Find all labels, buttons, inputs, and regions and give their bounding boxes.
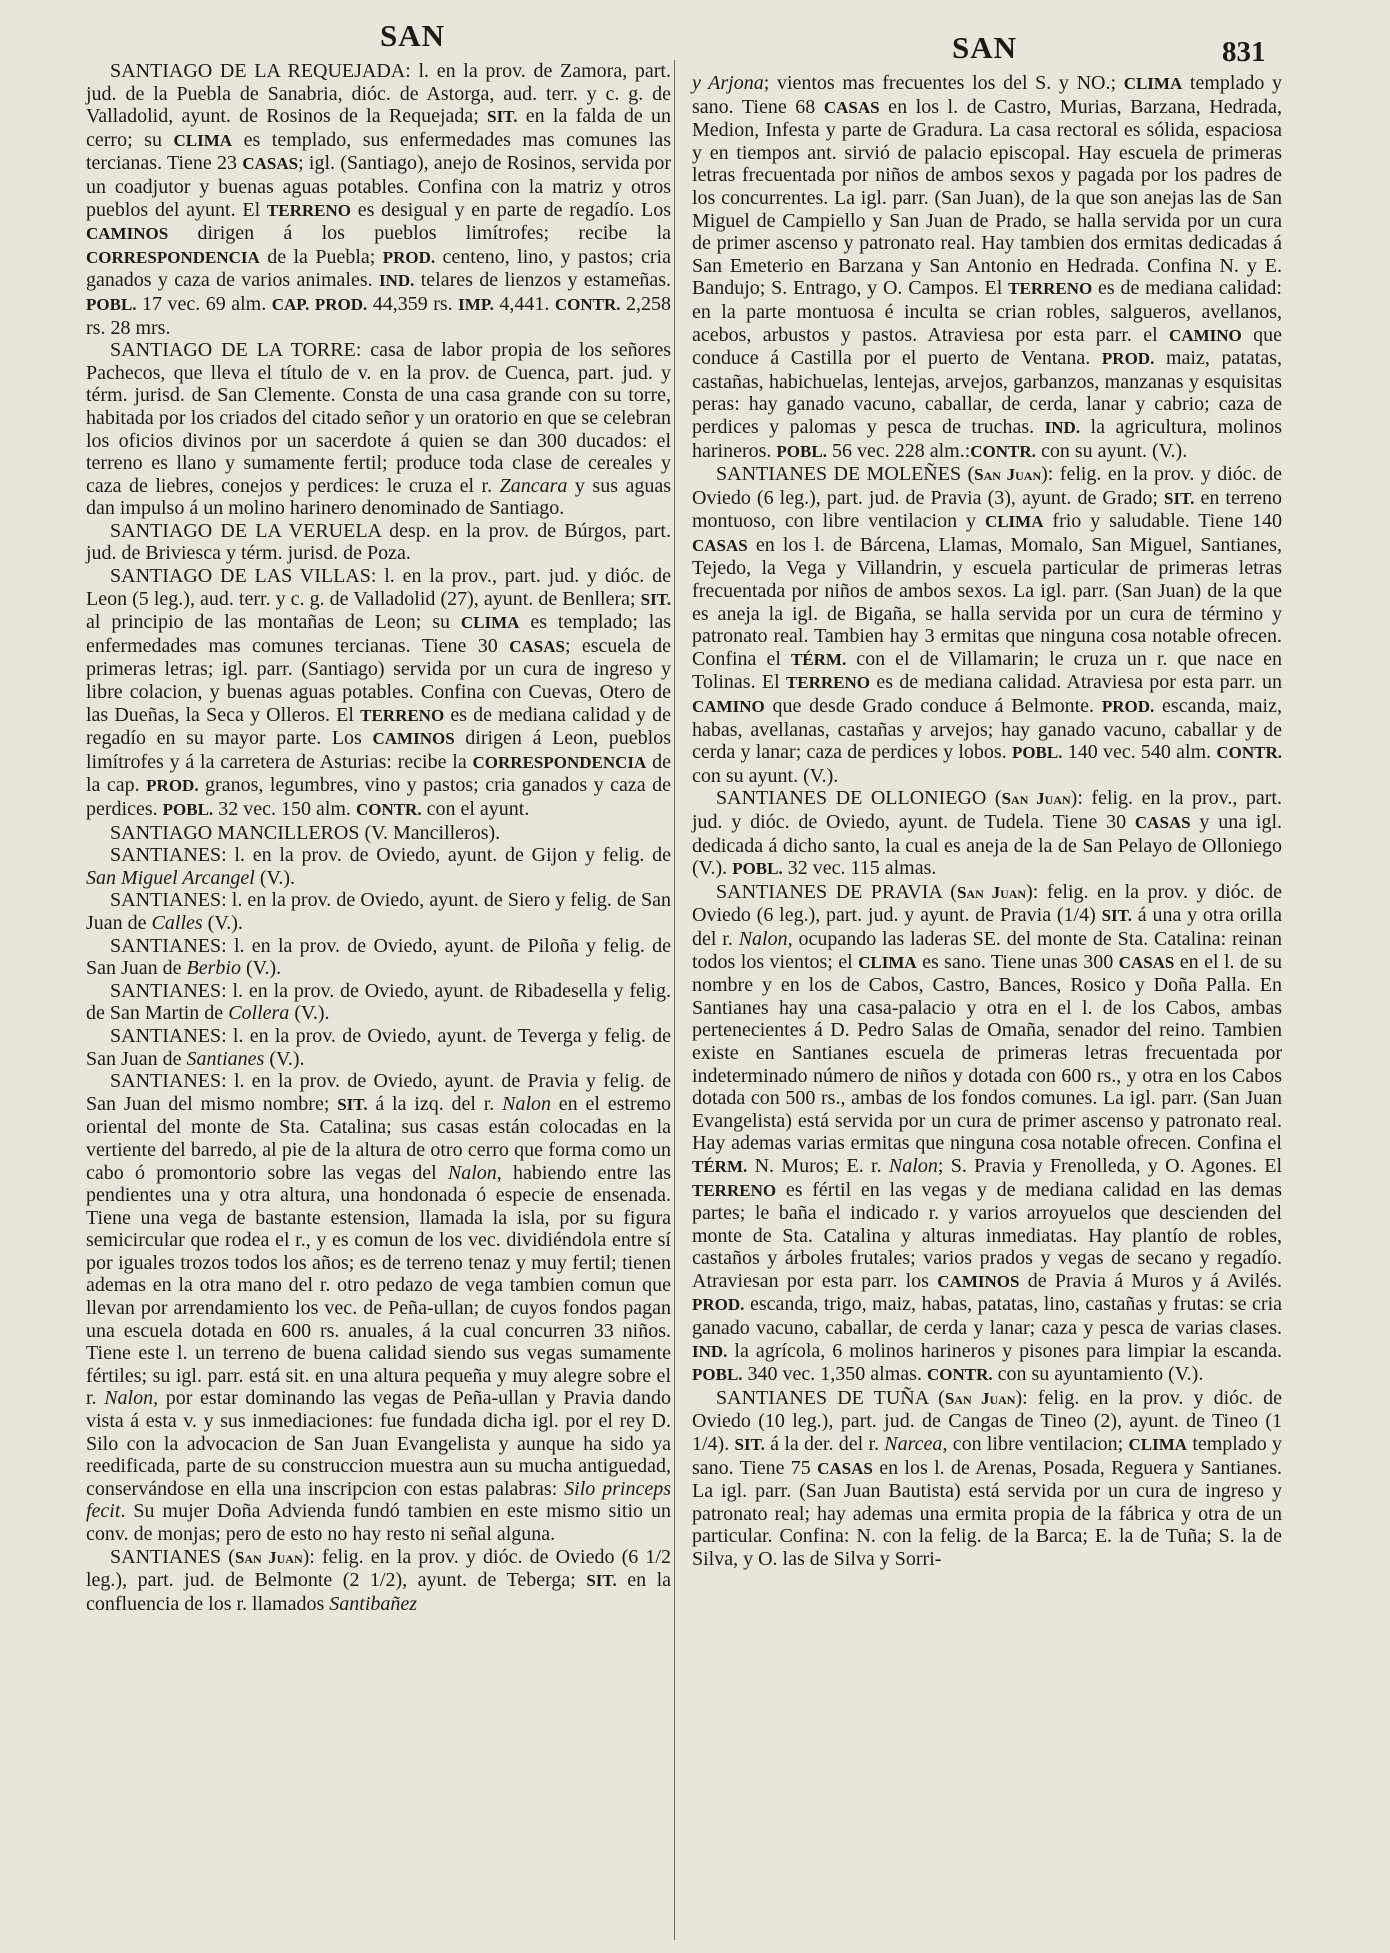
entry-santianes-gijon: SANTIANES: l. en la prov. de Oviedo, ayunt. de Gijon y felig. de San Miguel Arcangel (V.).: [86, 844, 671, 889]
entry-santianes-siero: SANTIANES: l. en la prov. de Oviedo, ayunt. de Siero y felig. de San Juan de Calles (V.).: [86, 889, 671, 934]
column-divider: [674, 60, 675, 1940]
left-column: [86, 60, 671, 1615]
entry-head: SANTIANES DE PRAVIA: [716, 880, 942, 903]
entry-santiago-veruela: SANTIAGO DE LA VERUELA desp. en la prov. de Búrgos, part. jud. de Briviesca y térm. jurisd. de Poza.: [86, 519, 671, 565]
entry-head: SANTIANES DE MOLEÑES: [716, 463, 962, 486]
entry-continuation: y Arjona; vientos mas frecuentes los del S. y NO.; CLIMA templado y sano. Tiene 68 CASAS en los l. de Castro, Murias, Barzana, Hedrada, Medion, Infesta y parte de Gradura. La casa rectoral es sólida, espaciosa y en tiempos ant. sirvió de palacio episcopal. Hay escuela de primeras letras frecuentada por niños de ambos sexos y pagada por los padres de los concurrentes. La igl. parr. (San Juan), de la que son anejas las de San Miguel de Campiello y San Juan de Prado, se halla servida por un cura de primer ascenso y patronato real. Hay tambien dos ermitas dedicadas á San Emeterio en Barzana y San Antonio en Hedrada. Confina N. y E. Bandujo; S. Entrago, y O. Campos. El TERRENO es de mediana calidad: en la parte montuosa é inculta se crian robles, salgueros, avellanos, acebos, arbustos y pastos. Atraviesa por esta parr. el CAMINO que conduce á Castilla por el puerto de Ventana. PROD. maiz, patatas, castañas, habichuelas, lentejas, arvejos, garbanzos, manzanas y esquisitas peras: hay ganado vacuno, caballar, de cerda, lanar y cabrio; caza de perdices y palomas y pesca de truchas. IND. la agricultura, molinos harineros. POBL. 56 vec. 228 alm.:CONTR. con su ayunt. (V.).: [692, 72, 1283, 462]
entry-santiago-torre: SANTIAGO DE LA TORRE: casa de labor propia de los señores Pachecos, que lleva el título de v. en la prov. de Cuenca, part. jud. y térm. jurisd. de San Clemente. Consta de una casa grande con su torre, habitada por los criados del citado señor y un oratorio en que se celebran los oficios divinos por un sacerdote á quien se dan 300 ducados: el terreno es llano y sumamente fertil; produce toda clase de cereales y caza de liebres, conejos y perdices: le cruza el r. Zancara y sus aguas dan impulso á un molino harinero denominado de Santiago.: [86, 339, 672, 520]
entry-head: SANTIANES DE OLLONIEGO: [716, 787, 987, 810]
page-number: 831: [1222, 36, 1266, 68]
entry-head: SANTIAGO DE LA TORRE: [110, 339, 356, 362]
entry-santiago-requejada: SANTIAGO DE LA REQUEJADA: l. en la prov. de Zamora, part. jud. de la Puebla de Sanabria, dióc. de Astorga, aud. terr. y c. g. de Valladolid, ayunt. de Rosinos de la Requejada; SIT. en la falda de un cerro; su CLIMA es templado, sus enfermedades mas comunes las tercianas. Tiene 23 CASAS; igl. (Santiago), anejo de Rosinos, servida por un coadjutor y buenas aguas potables. Confina con la matriz y otros pueblos del ayunt. El TERRENO es desigual y en parte de regadío. Los CAMINOS dirigen á los pueblos limítrofes; recibe la CORRESPONDENCIA de la Puebla; PROD. centeno, lino, y pastos; cria ganados y caza de varios animales. IND. telares de lienzos y estameñas. POBL. 17 vec. 69 alm. CAP. PROD. 44,359 rs. IMP. 4,441. CONTR. 2,258 rs. 28 mrs.: [86, 60, 672, 339]
entry-santianes-ribadesella: SANTIANES: l. en la prov. de Oviedo, ayunt. de Ribadesella y felig. de San Martin de Collera (V.).: [86, 979, 671, 1025]
running-head-right: SAN: [952, 30, 1018, 65]
entry-santianes-molenes: SANTIANES DE MOLEÑES (San Juan): felig. en la prov. y dióc. de Oviedo (6 leg.), part. jud. de Pravia (3), ayunt. de Grado; SIT. en terreno montuoso, con libre ventilacion y CLIMA frio y saludable. Tiene 140 CASAS en los l. de Bárcena, Llamas, Momalo, San Miguel, Santianes, Tejedo, la Vega y Villandrin, y escuela particular de primeras letras frecuentada por niños de ambos sexos. La igl. parr. (San Juan) de la que es aneja la igl. de Bigaña, se halla servida por un cura de término y patronato real. Tambien hay 3 ermitas que ninguna cosa notable ofrecen. Confina el TÉRM. con el de Villamarin; le cruza un r. que nace en Tolinas. El TERRENO es de mediana calidad. Atraviesa por esta parr. un CAMINO que desde Grado conduce á Belmonte. PROD. escanda, maiz, habas, avellanas, castañas y arvejos; hay ganado vacuno, caballar y de cerda y lanar; caza de perdices y lobos. POBL. 140 vec. 540 alm. CONTR. con su ayunt. (V.).: [692, 463, 1283, 787]
entry-santiago-mancilleros: SANTIAGO MANCILLEROS (V. Mancilleros).: [110, 821, 501, 844]
entry-head: SANTIAGO DE LAS VILLAS: [110, 565, 371, 588]
entry-santianes-pravia: SANTIANES DE PRAVIA (San Juan): felig. en la prov. y dióc. de Oviedo (6 leg.), part. jud. y ayunt. de Pravia (1/4) SIT. á una y otra orilla del r. Nalon, ocupando las laderas SE. del monte de Sta. Catalina: reinan todos los vientos; el CLIMA es sano. Tiene unas 300 CASAS en el l. de su nombre y en los de Cabos, Castro, Bances, Rosico y Doña Palla. En Santianes hay una casa-palacio y otra en el l. de los Cabos, ambas pertenecientes á D. Pedro Salas de Omaña, senador del reino. Tambien existe en Santianes escuela de primeras letras frecuentada por indeterminado número de niños y dotada con 600 rs., y otra en los Cabos dotada con 500 rs., ambas de los fondos comunes. La igl. parr. (San Juan Evangelista) está servida por un cura de primer ascenso y patronato real. Hay ademas varias ermitas que ninguna cosa notable ofrecen. Confina el TÉRM. N. Muros; E. r. Nalon; S. Pravia y Frenolleda, y O. Agones. El TERRENO es fértil en las vegas y de mediana calidad en las demas partes; le baña el indicado r. y varios arroyuelos que descienden del monte de Sta. Catalina y alturas inmediatas. Hay plantío de robles, castaños y árboles frutales; varios prados y vegas de secano y regadío. Atraviesan por esta parr. los CAMINOS de Pravia á Muros y á Avilés. PROD. escanda, trigo, maiz, habas, patatas, lino, castañas y frutas: se cria ganado vacuno, caballar, de cerda y lanar; caza y pesca de varias clases. IND. la agrícola, 6 molinos harineros y pisones para limpiar la escanda. POBL. 340 vec. 1,350 almas. CONTR. con su ayuntamiento (V.).: [692, 880, 1283, 1386]
entry-santianes-pilona: SANTIANES: l. en la prov. de Oviedo, ayunt. de Piloña y felig. de San Juan de Berbio (V.).: [86, 934, 671, 980]
entry-santianes-tuna: SANTIANES DE TUÑA (San Juan): felig. en la prov. y dióc. de Oviedo (10 leg.), part. jud. de Cangas de Tineo (2), ayunt. de Tineo (1 1/4). SIT. á la der. del r. Narcea, con libre ventilacion; CLIMA templado y sano. Tiene 75 CASAS en los l. de Arenas, Posada, Reguera y Santianes. La igl. parr. (San Juan Bautista) está servida por un cura de ingreso y patronato real; hay ademas una ermita propia de la fábrica y otra de un particular. Confina: N. con la felig. de la Barca; E. la de Tuña; S. la de Silva, y O. las de Silva y Sorri-: [692, 1386, 1283, 1570]
entry-santianes-pravia-village: SANTIANES: l. en la prov. de Oviedo, ayunt. de Pravia y felig. de San Juan del mismo nombre; SIT. á la izq. del r. Nalon en el estremo oriental del monte de Sta. Catalina; sus casas están colocadas en la vertiente del barredo, al pie de la altura de otro cerro que forma como un cabo ó promontorio sobre las vegas del Nalon, habiendo entre las pendientes una y otra altura, una hondonada ó especie de ensenada. Tiene una vega de bastante estension, llamada la isla, por su figura semicircular que rodea el r., y es comun de los vec. dividiéndola entre sí por iguales trozos todos los años; es de terreno tenaz y muy fertil; tienen ademas en la otra mano del r. otro pedazo de vega tambien comun que llevan por arrendamiento los vec. de Peña-ullan; de cuyos fondos pagan una escuela dotada en 600 rs. anuales, á la cual concurren 33 niños. Tiene este l. un terreno de buena calidad siendo sus vegas sumamente fértiles; su igl. parr. está sit. en una altura pequeña y muy alegre sobre el r. Nalon, por estar dominando las vegas de Peña-ullan y Pravia dando vista á esta v. y sus inmediaciones: fue fundada dicha igl. por el rey D. Silo con la advocacion de San Juan Evangelista y aunque ha sido ya reedificada, parte de su construccion muestra aun su mucha antiguedad, conservándose en ella una inscripcion con estas palabras: Silo princeps fecit. Su mujer Doña Adviendа fundó tambien en este mismo sitio un conv. de monjas; pero de esto no hay resto ni señal alguna.: [86, 1070, 672, 1545]
right-column: [692, 72, 1282, 1571]
entry-head: SANTIANES DE TUÑA: [716, 1386, 929, 1409]
entry-head: SANTIANES: [110, 1545, 222, 1568]
entry-head: SANTIAGO DE LA VERUELA: [110, 519, 381, 542]
entry-santianes-san-juan: SANTIANES (San Juan): felig. en la prov. y dióc. de Oviedo (6 1/2 leg.), part. jud. de Belmonte (2 1/2), ayunt. de Teberga; SIT. en la confluencia de los r. llamados Santibañez: [86, 1545, 672, 1615]
entry-head: SANTIAGO DE LA REQUEJADA: [110, 60, 406, 82]
entry-santianes-olloniego: SANTIANES DE OLLONIEGO (San Juan): felig. en la prov., part. jud. y dióc. de Oviedo, ayunt. de Tudela. Tiene 30 CASAS y una igl. dedicada á dicho santo, la cual es aneja de la de San Pelayo de Olloniego (V.). POBL. 32 vec. 115 almas.: [692, 787, 1282, 880]
entry-santiago-villas: SANTIAGO DE LAS VILLAS: l. en la prov., part. jud. y dióc. de Leon (5 leg.), aud. terr. y c. g. de Valladolid (27), ayunt. de Benllera; SIT. al principio de las montañas de Leon; su CLIMA es templado; las enfermedades mas comunes tercianas. Tiene 30 CASAS; escuela de primeras letras; igl. parr. (Santiago) servida por un cura de ingreso y libre colacion, y buenas aguas potables. Confina con Cuevas, Otero de las Dueñas, la Seca y Olleros. El TERRENO es de mediana calidad y de regadío en su mayor parte. Los CAMINOS dirigen á Leon, pueblos limítrofes y á la carretera de Asturias: recibe la CORRESPONDENCIA de la cap. PROD. granos, legumbres, vino y pastos; cria ganados y caza de perdices. POBL. 32 vec. 150 alm. CONTR. con el ayunt.: [86, 565, 672, 820]
entry-santianes-teverga: SANTIANES: l. en la prov. de Oviedo, ayunt. de Teverga y felig. de San Juan de Santianes (V.).: [86, 1024, 671, 1070]
running-head-left: SAN: [380, 18, 446, 53]
